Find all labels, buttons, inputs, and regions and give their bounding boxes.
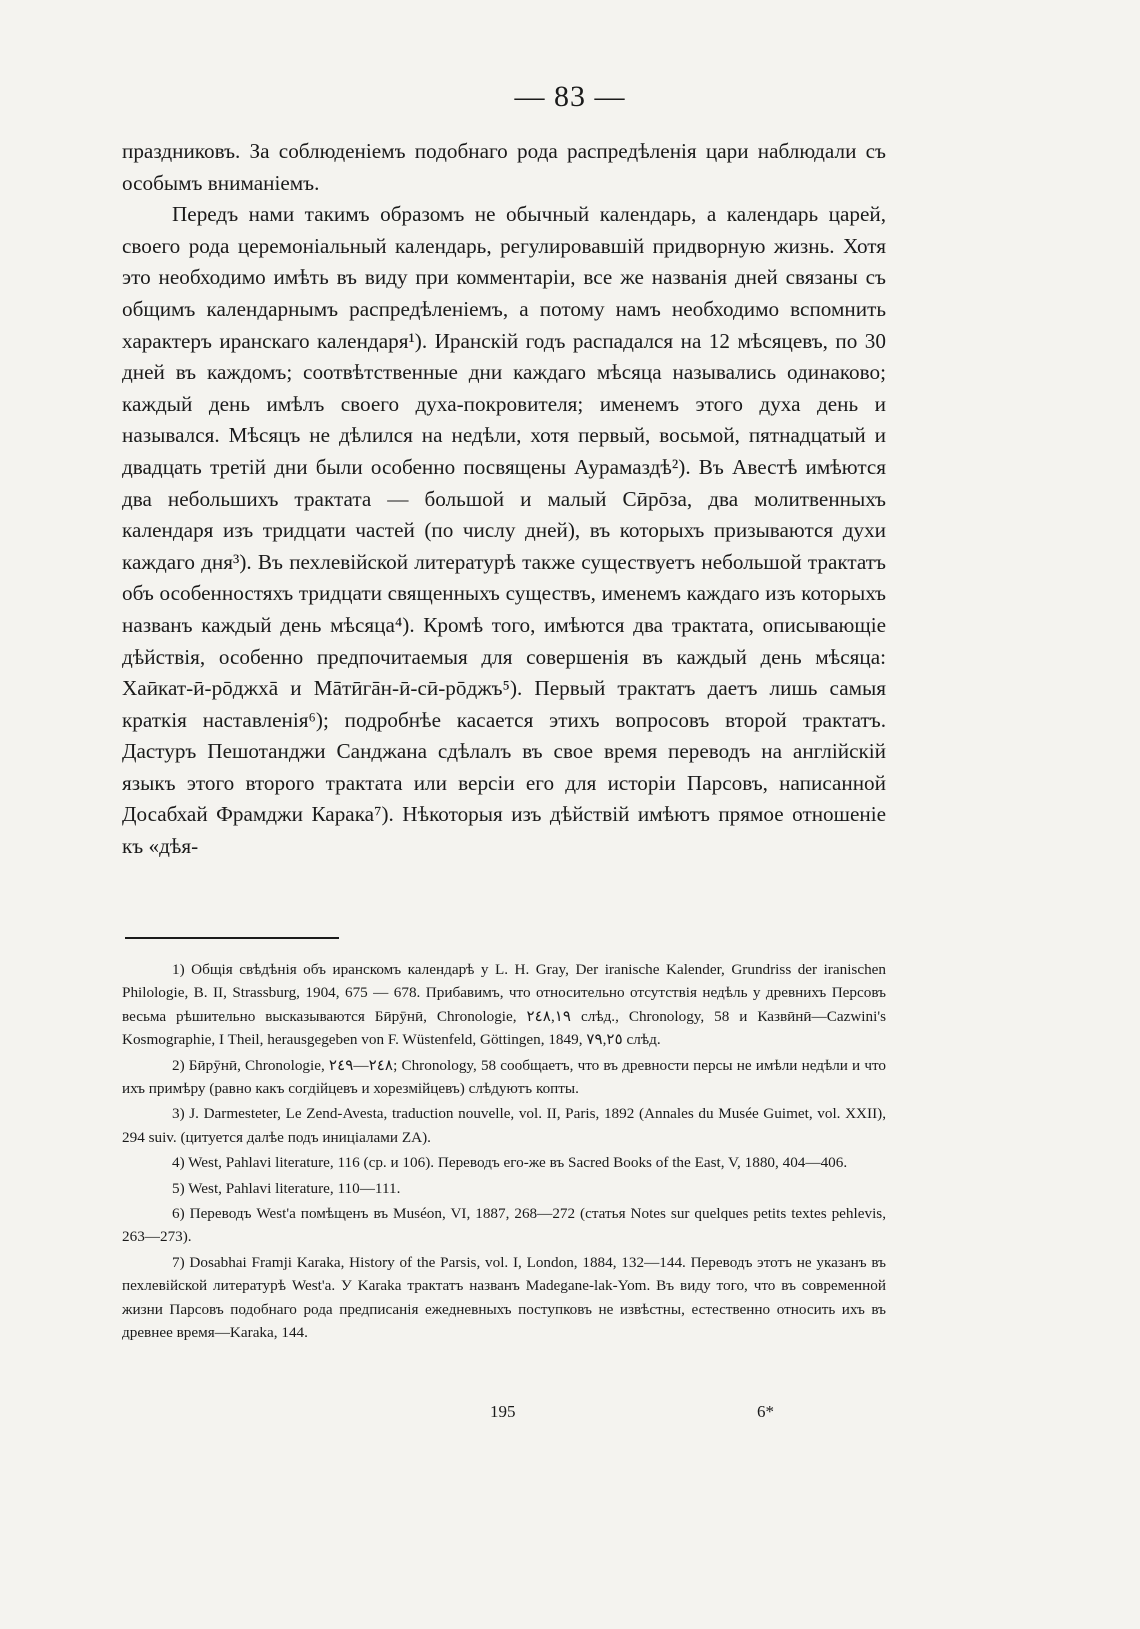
footnote-6: 6) Переводъ West'а помѣщенъ въ Muséon, VI, 1887, 268—272 (статья Notes sur quelques petits textes pehlevis, 263—273). bbox=[122, 1205, 886, 1246]
paragraph-continuation: праздниковъ. За соблюденіемъ подобнаго рода распредѣленія цари наблюдали съ особымъ вниманіемъ. bbox=[122, 139, 886, 195]
footnote-1: 1) Общія свѣдѣнія объ иранскомъ календарѣ у L. H. Gray, Der iranische Kalender, Grundriss der iranischen Philologie, B. II, Strassburg, 1904, 675 — 678. Прибавимъ, что относительно отсутствія недѣль у древнихъ Персовъ весьма рѣшительно высказываются Бӣрӯнӣ, Chronologie, ٢٤٨,١٩ слѣд., Chronology, 58 и Казвӣнӣ—Cazwini's Kosmographie, I Theil, herausgegeben von F. Wüstenfeld, Göttingen, 1849, ٧٩,٢٥ слѣд. bbox=[122, 961, 886, 1049]
page-number: — 83 — bbox=[514, 80, 626, 113]
signature-number: 195 bbox=[490, 1402, 516, 1421]
main-text bbox=[122, 136, 886, 863]
signature-mark: 6* bbox=[757, 1402, 774, 1421]
footnote-separator bbox=[125, 937, 339, 939]
footnote-4: 4) West, Pahlavi literature, 116 (ср. и 106). Переводъ его-же въ Sacred Books of the East, V, 1880, 404—406. bbox=[172, 1154, 848, 1172]
footnote-2: 2) Бӣрӯнӣ, Chronologie, ٢٤٨—٢٤٩; Chronology, 58 сообщаетъ, что въ древности персы не имѣли недѣли и что ихъ примѣру (равно какъ согдійцевъ и хорезмійцевъ) слѣдуютъ копты. bbox=[122, 1056, 887, 1098]
paragraph: Передъ нами такимъ образомъ не обычный календарь, а календарь царей, своего рода церемоніальный календарь, регулировавшій придворную жизнь. Хотя это необходимо имѣть въ виду при комментаріи, все же названія дней связаны съ общимъ календарнымъ распредѣленіемъ, а потому намъ необходимо вспомнить характеръ иранскаго календаря¹). Иранскій годъ распадался на 12 мѣсяцевъ, по 30 дней въ каждомъ; соотвѣтственные дни каждаго мѣсяца назывались одинаково; каждый день имѣлъ своего духа-покровителя; именемъ этого духа день и назывался. Мѣсяцъ не дѣлился на недѣли, хотя первый, восьмой, пятнадцатый и двадцать третій дни были особенно посвящены Аурамаздѣ²). Въ Авестѣ имѣются два небольшихъ трактата — большой и малый Сӣрōза, два молитвенныхъ календаря изъ тридцати частей (по числу дней), въ которыхъ призываются духи каждаго дня³). Въ пехлевійской литературѣ также существуетъ небольшой трактатъ объ особенностяхъ тридцати священныхъ существъ, именемъ каждаго изъ которыхъ названъ каждый день мѣсяца⁴). Кромѣ того, имѣются два трактата, описывающіе дѣйствія, особенно предпочитаемыя для совершенія въ каждый день мѣсяца: Хаӣкат-ӣ-рōджхā и Мāтӣгāн-ӣ-сӣ-рōджъ⁵). Первый трактатъ даетъ лишь самыя краткія наставленія⁶); подробнѣе касается этихъ вопросовъ второй трактатъ. Дастуръ Пешотанджи Санджана сдѣлалъ въ свое время переводъ на англійскій языкъ этого второго трактата или версіи его для исторіи Парсовъ, написанной Досабхай Фрамджи Карака⁷). Нѣкоторыя изъ дѣйствій имѣютъ прямое отношеніе къ «дѣя- bbox=[122, 202, 886, 859]
footnote-3: 3) J. Darmesteter, Le Zend-Avesta, traduction nouvelle, vol. II, Paris, 1892 (Annales du Musée Guimet, vol. XXII), 294 suiv. (цитуется далѣе подъ иниціалами ZA). bbox=[122, 1105, 886, 1146]
footnote-5: 5) West, Pahlavi literature, 110—111. bbox=[172, 1179, 401, 1197]
footnote-7: 7) Dosabhai Framji Karaka, History of the Parsis, vol. I, London, 1884, 132—144. Переводъ этотъ не указанъ въ пехлевійской литературѣ West'а. У Karaka трактатъ названъ Madegane-lak-Yom. Въ виду того, что въ современной жизни Парсовъ подобнаго рода предписанія ежедневныхъ поступковъ не извѣстны, естественно относить ихъ въ древнее время—Karaka, 144. bbox=[122, 1253, 886, 1342]
footnotes bbox=[122, 958, 886, 1345]
